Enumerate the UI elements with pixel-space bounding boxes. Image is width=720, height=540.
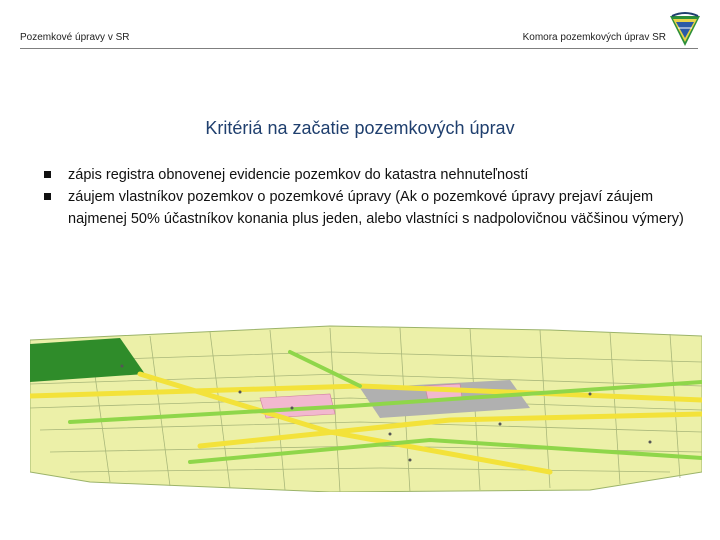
header-divider	[20, 48, 698, 49]
bullet-text: zápis registra obnovenej evidencie pozemkov do katastra nehnuteľností	[68, 167, 529, 183]
header-left-text: Pozemkové úpravy v SR	[20, 32, 130, 43]
map-parcels-area	[30, 326, 702, 492]
bullet-item	[44, 164, 694, 186]
land-consolidation-map	[30, 322, 702, 492]
chamber-logo-icon	[668, 8, 702, 48]
bullet-square-icon	[44, 193, 51, 200]
bullet-text: záujem vlastníkov pozemkov o pozemkové úpravy (Ak o pozemkové úpravy prejaví záujem najmenej 50% účastníkov konania plus jeden, alebo vlastníci s nadpolovičnou väčšinou výmery)	[68, 189, 684, 227]
bullet-square-icon	[44, 171, 51, 178]
bullet-item	[44, 186, 694, 230]
bullet-list	[44, 164, 694, 230]
header-right-text: Komora pozemkových úprav SR	[522, 32, 666, 43]
slide-title: Kritériá na začatie pozemkových úprav	[205, 118, 515, 138]
